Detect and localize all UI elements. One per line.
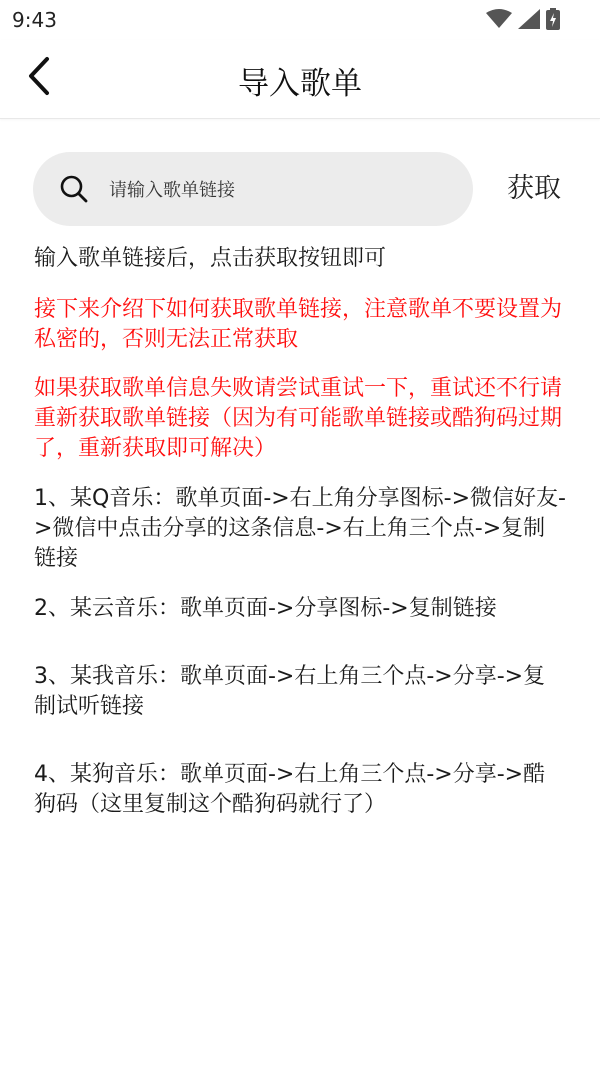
signal-icon xyxy=(518,9,540,29)
step-kugou-music: 4、某狗音乐：歌单页面->右上角三个点->分享->酷狗码（这里复制这个酷狗码就行了） xyxy=(34,762,546,817)
privacy-note: 接下来介绍下如何获取歌单链接，注意歌单不要设置为私密的，否则无法正常获取 xyxy=(34,297,563,352)
step-kuwo-music: 3、某我音乐：歌单页面->右上角三个点->分享->复制试听链接 xyxy=(34,664,546,719)
retry-note: 如果获取歌单信息失败请尝试重试一下，重试还不行请重新获取歌单链接（因为有可能歌单链接或酷狗码过期了，重新获取即可解决） xyxy=(34,376,563,461)
search-icon xyxy=(59,174,89,204)
search-input[interactable] xyxy=(107,169,461,211)
instructions xyxy=(34,244,566,820)
search-box[interactable] xyxy=(33,152,473,226)
step-cloud-music: 2、某云音乐：歌单页面->分享图标->复制链接 xyxy=(34,596,497,621)
battery-icon xyxy=(546,8,560,30)
app-bar xyxy=(0,40,600,119)
intro-text: 输入歌单链接后，点击获取按钮即可 xyxy=(34,246,387,271)
page-title: 导入歌单 xyxy=(238,66,362,102)
step-qq-music: 1、某Q音乐：歌单页面->右上角分享图标->微信好友->微信中点击分享的这条信息->右上角三个点->复制链接 xyxy=(34,486,566,571)
status-icons xyxy=(486,8,560,30)
fetch-button[interactable]: 获取 xyxy=(507,173,561,204)
wifi-icon xyxy=(486,9,512,29)
search-row xyxy=(33,152,573,226)
status-bar xyxy=(0,0,600,40)
status-time: 9:43 xyxy=(12,8,57,32)
